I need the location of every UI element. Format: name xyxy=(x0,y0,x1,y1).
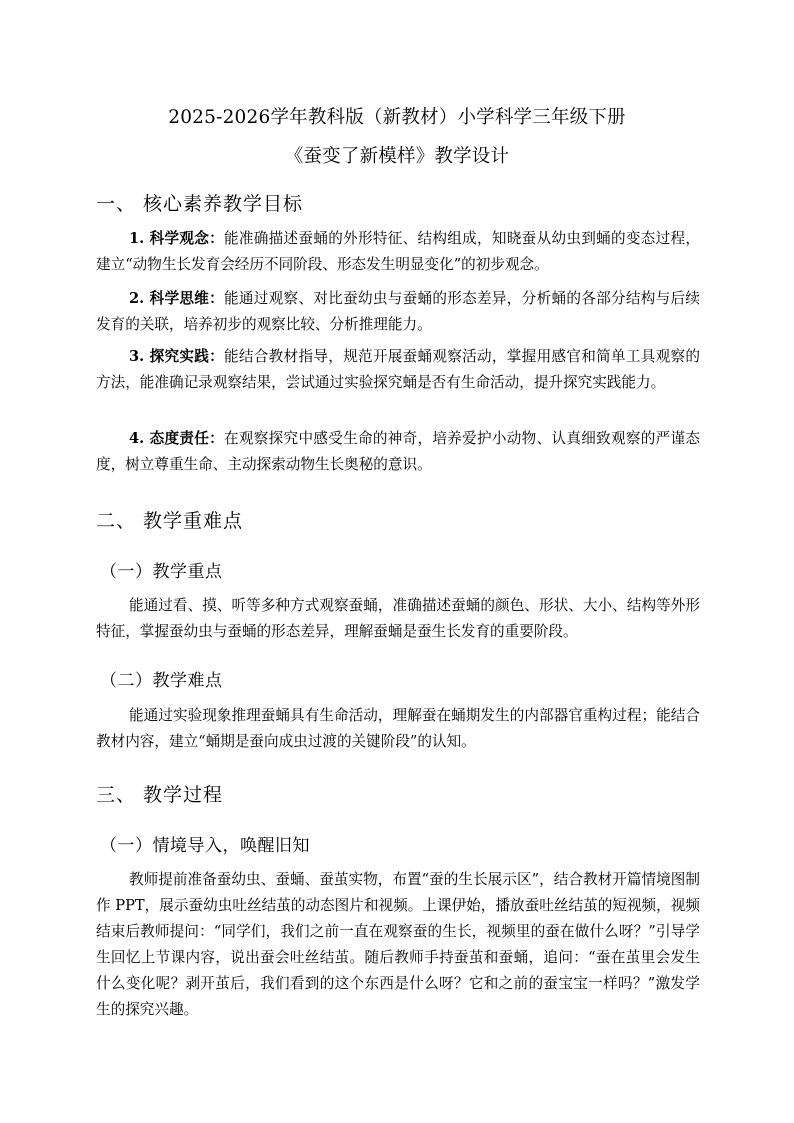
introduction-paragraph: 教师提前准备蚕幼虫、蚕蛹、蚕茧实物，布置“蚕的生长展示区”，结合教材开篇情境图制作 PPT，展示蚕幼虫吐丝结茧的动态图片和视频。上课伊始，播放蚕吐丝结茧的短视频，视频结束后教师提问：“同学们，我们之前一直在观察蚕的生长，视频里的蚕在做什么呀？”引导学生回忆上节课内容，说出蚕会吐丝结茧。随后教师手持蚕茧和蚕蛹，追问：“蚕在茧里会发生什么变化呢？剥开茧后，我们看到的这个东西是什么呀？它和之前的蚕宝宝一样吗？”激发学生的探究兴趣。 xyxy=(96,871,700,1018)
objective-item-3 xyxy=(96,344,700,396)
objective-label: 2. 科学思维： xyxy=(129,290,225,307)
objective-text: 能通过观察、对比蚕幼虫与蚕蛹的形态差异，分析蛹的各部分结构与后续发育的关联，培养初步的观察比较、分析推理能力。 xyxy=(96,290,700,333)
document-title-line-1: 2025-2026学年教科版（新教材）小学科学三年级下册 xyxy=(168,107,626,128)
section-heading-process: 三、 教学过程 xyxy=(96,784,224,806)
subsection-heading-introduction: （一）情境导入，唤醒旧知 xyxy=(100,836,310,856)
difficulty-paragraph: 能通过实验现象推理蚕蛹具有生命活动，理解蚕在蛹期发生的内部器官重构过程；能结合教材内容，建立“蛹期是蚕向成虫过渡的关键阶段”的认知。 xyxy=(96,707,700,750)
objective-item-1 xyxy=(96,226,700,278)
objective-text: 能准确描述蚕蛹的外形特征、结构组成，知晓蚕从幼虫到蛹的变态过程，建立“动物生长发育会经历不同阶段、形态发生明显变化”的初步观念。 xyxy=(96,230,700,273)
objective-item-2 xyxy=(96,286,700,338)
objective-label: 3. 探究实践： xyxy=(129,348,225,365)
key-point-paragraph: 能通过看、摸、听等多种方式观察蚕蛹，准确描述蚕蛹的颜色、形状、大小、结构等外形特征，掌握蚕幼虫与蚕蛹的形态差异，理解蚕蛹是蚕生长发育的重要阶段。 xyxy=(96,597,700,640)
document-title-line-2: 《蚕变了新模样》教学设计 xyxy=(284,146,510,167)
subsection-heading-difficulty: （二）教学难点 xyxy=(100,671,223,691)
section-heading-objectives: 一、 核心素养教学目标 xyxy=(96,193,304,215)
section-heading-key-points: 二、 教学重难点 xyxy=(96,510,244,532)
objective-text: 能结合教材指导，规范开展蚕蛹观察活动，掌握用感官和简单工具观察的方法，能准确记录观察结果，尝试通过实验探究蛹是否有生命活动，提升探究实践能力。 xyxy=(96,348,700,391)
objective-text: 在观察探究中感受生命的神奇，培养爱护小动物、认真细致观察的严谨态度，树立尊重生命、主动探索动物生长奥秘的意识。 xyxy=(96,430,700,473)
subsection-heading-key-point: （一）教学重点 xyxy=(100,562,223,582)
objective-label: 4. 态度责任： xyxy=(129,430,225,447)
objective-item-4 xyxy=(96,426,700,478)
objective-label: 1. 科学观念： xyxy=(129,230,225,247)
